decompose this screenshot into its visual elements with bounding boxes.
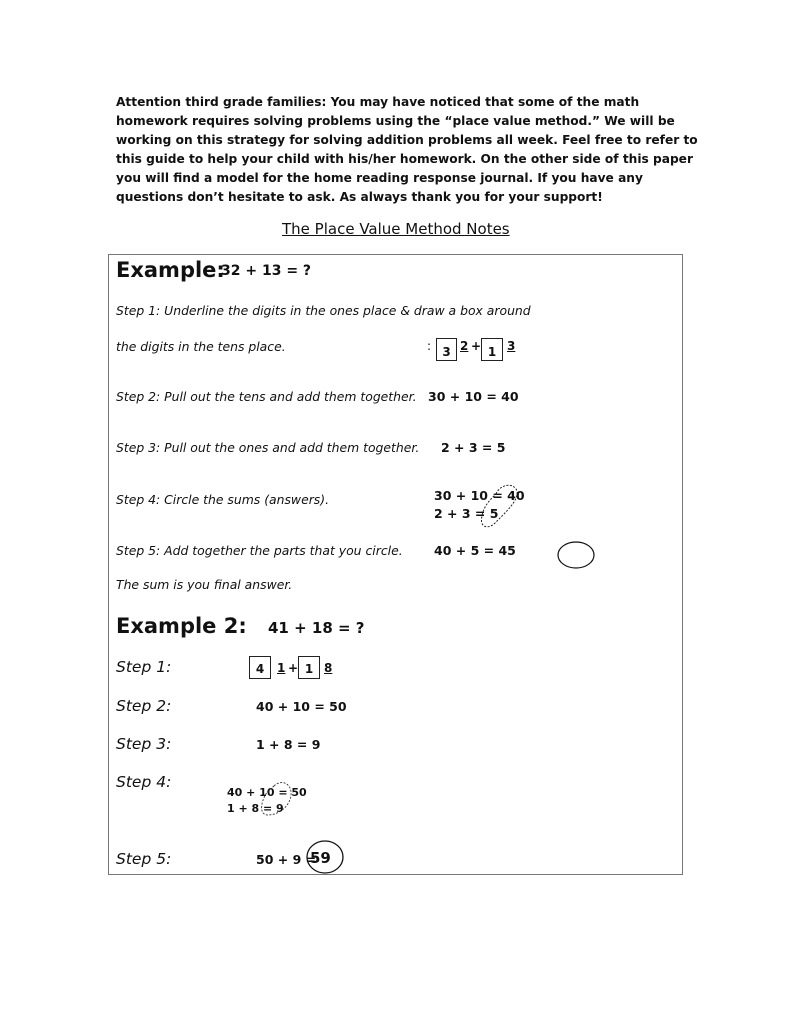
step3-instruction: Step 3: Pull out the ones and add them together. [116,440,420,455]
step2-equation: 30 + 10 = 40 [428,389,519,404]
intro-line: this guide to help your child with his/her homework. On the other side of this paper [116,152,693,166]
intro-line: you will find a model for the home reading response journal. If you have any [116,171,643,185]
ex2-step3-label: Step 3: [116,735,172,753]
plus-sign: + [288,661,299,675]
step2-instruction: Step 2: Pull out the tens and add them together. [116,389,417,404]
empty-answer-circle [558,542,594,568]
tens-digit-box: 1 [481,338,503,361]
ex2-step1-label: Step 1: [116,658,172,676]
tens-digit-box: 3 [436,338,457,361]
step4-equation-ones: 2 + 3 = 5 [434,506,499,521]
ex2-step4-equation-tens: 40 + 10 = 50 [227,786,307,799]
ex2-step4-label: Step 4: [116,773,172,791]
step5-instruction: Step 5: Add together the parts that you circle. [116,543,403,558]
ex2-step5-equation: 50 + 9 = [256,852,317,867]
final-answer-note: The sum is you final answer. [116,577,293,592]
ex2-step5-label: Step 5: [116,850,172,868]
tens-digit-box: 1 [298,656,320,679]
sum-circle-ex1-step4 [481,485,517,527]
notes-title: The Place Value Method Notes [282,220,510,238]
ones-digit-underlined: 1 [277,661,286,675]
step1-colon: : [427,339,432,353]
example2-problem: 41 + 18 = ? [268,619,365,637]
step1-instruction-line2: the digits in the tens place. [116,339,286,354]
ex2-final-answer: 59 [310,849,331,867]
ex2-step2-label: Step 2: [116,697,172,715]
example2-heading: Example 2: [116,614,247,638]
step1-instruction-line1: Step 1: Underline the digits in the ones place & draw a box around [116,303,531,318]
intro-line: working on this strategy for solving addition problems all week. Feel free to refer to [116,133,698,147]
intro-line: Attention third grade families: You may have noticed that some of the math [116,95,640,109]
step4-instruction: Step 4: Circle the sums (answers). [116,492,330,507]
example1-heading: Example: [116,258,225,282]
tens-digit-box: 4 [249,656,271,679]
sum-circle-ex2-step4 [262,783,291,815]
example1-problem: 32 + 13 = ? [221,263,312,279]
intro-line: questions don’t hesitate to ask. As always thank you for your support! [116,190,603,204]
ones-digit-underlined: 2 [460,339,469,353]
ex2-step2-equation: 40 + 10 = 50 [256,699,347,714]
ex2-step4-equation-ones: 1 + 8 = 9 [227,802,284,815]
ones-digit-underlined: 3 [507,339,516,353]
step5-equation: 40 + 5 = 45 [434,543,516,558]
ex2-step3-equation: 1 + 8 = 9 [256,737,321,752]
intro-line: homework requires solving problems using the “place value method.” We will be [116,114,675,128]
step3-equation: 2 + 3 = 5 [441,440,506,455]
final-answer-circle [307,841,343,873]
ones-digit-underlined: 8 [324,661,333,675]
step4-equation-tens: 30 + 10 = 40 [434,488,525,503]
plus-sign: + [471,339,482,353]
